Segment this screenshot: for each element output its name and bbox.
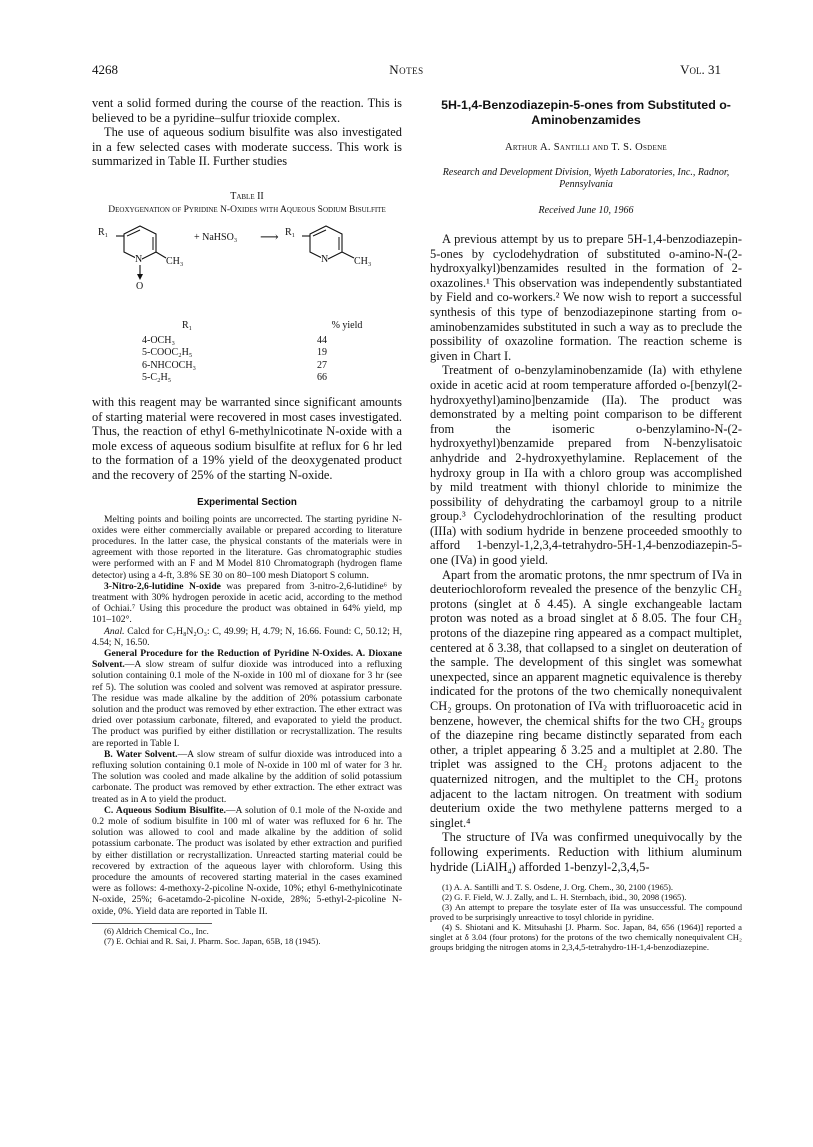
- body-paragraph-3: Apart from the aromatic protons, the nmr spectrum of IVa in deuteriochloroform revealed the presence of the benzylic CH₂ protons (singlet at δ 4.45). A single exchangeable lactam proton was noted as a broad singlet at δ 8.05. The four CH₂ protons of the diazepine ring appeared as a compact multiplet, centered at δ 3.38, that collapsed to a singlet on deuteration of the sample. The development of this singlet was somewhat unexpected, since an apparent magnetic equivalence is thereby indicated for the protons of the two chemically nonequivalent CH₂ groups. On protonation of IVa with trifluoroacetic acid in benzene, however, the chemical shifts for the two CH₂ groups of the diazepine ring became distinctly separated from each other, a triplet appearing δ 3.25 and a multiplet at 2.80. The triplet was assigned to the CH₂ protons adjacent to the quaternized nitrogen, and the multiplet to the CH₂ protons adjacent to the lactam nitrogen. On treatment with sodium deuterium oxide the two methylene patterns merged to a singlet.⁴: [430, 567, 742, 830]
- article-affiliation: Research and Development Division, Wyeth Laboratories, Inc., Radnor, Pennsylvania: [442, 167, 730, 190]
- yield-cell: 19: [317, 347, 327, 359]
- volume-label: Vol. 31: [680, 62, 721, 77]
- r1-right-label: R₁: [285, 226, 296, 238]
- yield-cell: 44: [317, 334, 327, 346]
- analysis-label: Anal.: [104, 625, 125, 637]
- left-column: [92, 96, 402, 946]
- procedure-b-heading: B. Water Solvent.: [104, 748, 178, 760]
- procedure-c-paragraph: [92, 805, 402, 917]
- body-paragraph-2: Treatment of o-benzylaminobenzamide (Ia) with ethylene oxide in acetic acid at room temperature afforded o-[benzyl(2-hydroxyethyl)amino]benzamide (IIa). The product was demonstrated by a melting point comparison to be different from the isomeric o-benzylamino-N-(2-hydroxyethyl)benzamide prepared from N-benzylisatoic anhydride and 2-hydroxyethylamine. Replacement of the hydroxy group in IIa with a chloro group was accomplished by mild treatment with thionyl chloride to minimize the possibility of dehydrating the carbamoyl group to a nitrile group.³ Cyclodehydrochlorination of the resulting product (IIIa) with sodium hydride in benzene proceeded smoothly to afford 1-benzyl-1,2,3,4-tetrahydro-5H-1,4-benzodiazepin-5-one (IVa) in good yield.: [430, 363, 742, 568]
- n-left-label: N: [135, 253, 143, 265]
- r1-cell: 5-COOC₂H₅: [142, 347, 193, 359]
- procedure-c-text: —A solution of 0.1 mole of the N-oxide and 0.2 mole of sodium bisulfite in 100 ml of water was refluxed for 6 hr. The solution was allowed to cool and made alkaline by the addition of solid potassium carbonate. The product was isolated by ether extraction and purified by either distillation or recrystallization. Unreacted starting material could be recovered by extraction of the aqueous layer with chloroform. Using this procedure the amounts of recovered starting material in the cases examined were as follows: 4-methoxy-2-picoline N-oxide, 10%; ethyl 6-methylnicotinate N-oxide, 25%; 6-acetamdo-2-picoline N-oxide, 28%; 5-ethyl-2-picoline N-oxide, 0%. Yield data are reported in Table II.: [92, 804, 403, 917]
- table-header-row: [92, 320, 402, 333]
- table-caption: Deoxygenation of Pyridine N-Oxides with Aqueous Sodium Bisulfite: [108, 204, 386, 215]
- table-row: [92, 372, 402, 385]
- table-row: [92, 335, 402, 348]
- footnote: (1) A. A. Santilli and T. S. Osdene, J. Org. Chem., 30, 2100 (1965).: [442, 882, 674, 893]
- procedure-a-heading: General Procedure for the Reduction of Pyridine N-Oxides. A. Dioxane Solvent.: [92, 647, 402, 671]
- article-authors: Arthur A. Santilli and T. S. Osdene: [504, 142, 668, 153]
- footnote-divider: [92, 923, 212, 924]
- ch3-left-label: CH₃: [166, 255, 184, 267]
- experimental-paragraph-1: Melting points and boiling points are uncorrected. The starting pyridine N-oxides were either commercially available or prepared according to literature procedures. In the latter case, the physical constants of the materials were in agreement with those reported in the literature. Gas chromatographic studies were performed with an F and M Model 810 Chromatograph (hydrogen flame detector) using a 4-ft, 3.8% SE 30 on 80–100 mesh Diatoport S column.: [92, 513, 402, 581]
- n-right-label: N: [321, 253, 329, 265]
- table-row: [92, 347, 402, 360]
- table-body: [92, 320, 402, 385]
- reaction-scheme: [92, 224, 402, 316]
- received-date: Received June 10, 1966: [538, 205, 634, 216]
- procedure-a-paragraph: [92, 648, 402, 749]
- right-column: [430, 96, 742, 952]
- r1-cell: 4-OCH₃: [142, 334, 175, 346]
- body-paragraph-4: The structure of IVa was confirmed unequivocally by the following experiments. Reduction with lithium aluminum hydride (LiAlH₄) afforded 1-benzyl-2,3,4,5-: [430, 830, 742, 874]
- procedure-b-text: —A slow stream of sulfur dioxide was introduced into a refluxing solution containing 0.1 mole of N-oxide in 100 ml of water for 3 hr. The solution was cooled and made alkaline by the addition of solid potassium carbonate. The product was removed by ether extraction. The ether extract was treated as in A to yield the product.: [92, 748, 402, 805]
- intro-paragraph-1: vent a solid formed during the course of the reaction. This is believed to be a pyridine–sulfur trioxide complex.: [92, 96, 402, 125]
- experimental-paragraph-2: [92, 581, 402, 626]
- compound-heading: 3-Nitro-2,6-lutidine N-oxide: [104, 580, 221, 592]
- procedure-c-heading: C. Aqueous Sodium Bisulfite.: [104, 804, 226, 816]
- footnote: (3) An attempt to prepare the tosylate ester of IIa was unsuccessful. The compound proved to be surprisingly unreactive to tosyl chloride in pyridine.: [430, 902, 742, 923]
- footnote: (6) Aldrich Chemical Co., Inc.: [104, 925, 209, 936]
- article-title: 5H-1,4-Benzodiazepin-5-ones from Substituted o-Aminobenzamides: [441, 98, 731, 127]
- section-heading: Experimental Section: [197, 496, 297, 508]
- reaction-arrow: ⟶: [260, 228, 279, 244]
- running-header: [92, 62, 721, 82]
- r1-left-label: R₁: [98, 226, 109, 238]
- footnote: (7) E. Ochiai and R. Sai, J. Pharm. Soc. Japan, 65B, 18 (1945).: [104, 935, 321, 946]
- footnote: (4) S. Shiotani and K. Mitsuhashi [J. Pharm. Soc. Japan, 84, 656 (1964)] reported a singlet at δ 3.04 (four protons) for the protons of the two chemically nonequivalent CH₂ groups bridging the nitrogen atoms in 2,3,4,5-tetrahydro-1H-1,4-benzodiazepine.: [430, 922, 742, 953]
- r1-cell: 6-NHCOCH₃: [142, 359, 197, 371]
- body-paragraph-1: A previous attempt by us to prepare 5H-1,4-benzodiazepin-5-ones by cyclodehydration of substituted o-amino-N-(2-hydroxyalkyl)benzamides resulted in the formation of 2-oxazolines.¹ This observation was independently substantiated by Field and co-workers.² We now wish to report a successful synthesis of this type of benzodiazepinone starting from o-aminobenzamides substituted in such a way as to preclude the possibility of oxazoline formation. The reaction scheme is given in Chart I.: [430, 232, 742, 363]
- after-table-paragraph: with this reagent may be warranted since significant amounts of starting material were recovered in most cases investigated. Thus, the reaction of ethyl 6-methylnicotinate N-oxide with a mole excess of aqueous sodium bisulfite at reflux for 6 hr led to the formation of a 19% yield of the deoxygenated product and the recovery of 25% of the starting N-oxide.: [92, 394, 402, 482]
- footnote: (2) G. F. Field, W. J. Zally, and L. H. Sternbach, ibid., 30, 2098 (1965).: [442, 892, 687, 903]
- table-row: [92, 360, 402, 373]
- reaction-scheme-drawing: [92, 224, 402, 316]
- yield-cell: 27: [317, 359, 327, 371]
- reagent-label: + NaHSO₃: [194, 231, 238, 243]
- table-title: Table II: [230, 190, 264, 202]
- compound-text: was prepared from 3-nitro-2,6-lutidine⁶ by treatment with 30% hydrogen peroxide in acetic acid, according to the method of Ochiai.⁷ Using this procedure the product was obtained in 64% yield, mp 101–102°.: [92, 580, 403, 626]
- col-header-yield: % yield: [331, 319, 363, 331]
- procedure-a-text: —A slow stream of sulfur dioxide was introduced into a refluxing solution containing 0.1 mole of the N-oxide in 100 ml of dioxane for 3 hr (see ref 5). The solution was cooled and solvent was removed at aspirator pressure. The residue was made alkaline by the addition of 20% potassium carbonate solution and the product was removed by ether extraction. The ether extract was dried over potassium carbonate, filtered, and evaporated to yield the product. The product was purified by either distillation or recrystallization. The results are reported in Table I.: [92, 659, 402, 749]
- yield-cell: 66: [317, 372, 327, 384]
- procedure-b-paragraph: [92, 749, 402, 805]
- col-header-r1: R₁: [182, 319, 193, 331]
- page-number: 4268: [92, 62, 118, 77]
- analysis-paragraph: [92, 626, 402, 648]
- section-name: Notes: [389, 62, 424, 77]
- r1-cell: 5-C₂H₅: [142, 372, 172, 384]
- ch3-right-label: CH₃: [354, 255, 372, 267]
- o-left-label: O: [136, 280, 144, 292]
- intro-paragraph-2: The use of aqueous sodium bisulfite was also investigated in a few selected cases with moderate success. This work is summarized in Table II. Further studies: [92, 125, 402, 169]
- analysis-text: Calcd for C₇H₈N₂O₃: C, 49.99; H, 4.79; N, 16.66. Found: C, 50.12; H, 4.54; N, 16.50.: [92, 625, 402, 648]
